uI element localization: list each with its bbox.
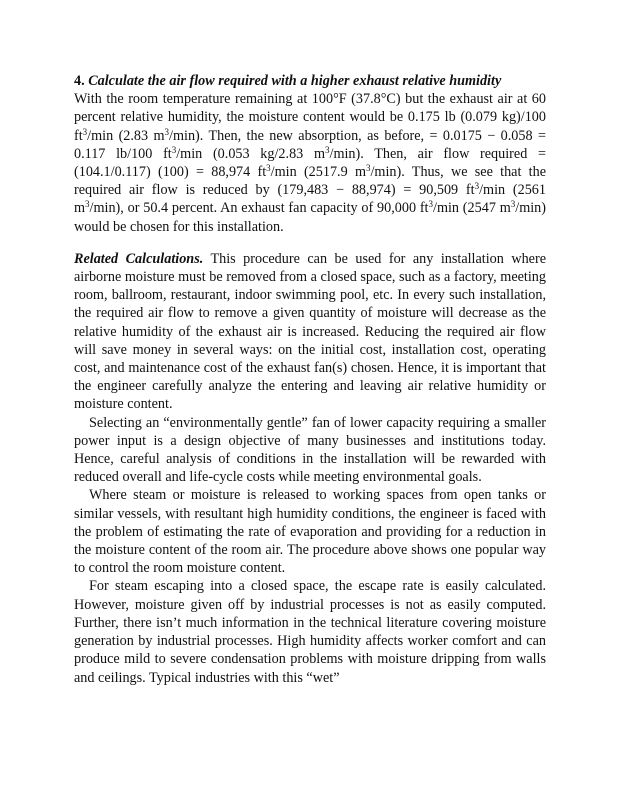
related-first-paragraph xyxy=(74,250,546,414)
body-text: /min (2517.9 m xyxy=(270,164,366,181)
body-text: /min) would be chosen for this installation. xyxy=(74,200,546,235)
related-calculations-section xyxy=(74,250,546,687)
related-calculations-heading: Related Calculations. xyxy=(74,250,204,267)
unit-exponent: 3 xyxy=(365,163,371,174)
step-4-section xyxy=(74,72,546,236)
body-text: /min (0.053 kg/2.83 m xyxy=(176,145,326,162)
step-title: Calculate the air flow required with a higher exhaust relative humidity xyxy=(88,73,502,89)
body-text: /min). Then, the new absorption, as before, = 0.0175 − 0.058 = 0.117 lb/100 ft xyxy=(74,127,546,162)
body-text: With the room temperature remaining at 100°F (37.8°C) but the exhaust air at 60 percent relative humidity, the moisture content would be 0.175 lb (0.079 kg)/100 ft xyxy=(74,91,546,144)
related-paragraph: Selecting an “environmentally gentle” fan of lower capacity requiring a smaller power input is a design objective of many businesses and institutions today. Hence, careful analysis of conditions in the installation will be rewarded with reduced overall and life-cycle costs while meeting environmental goals. xyxy=(74,414,546,486)
body-text: /min (2561 m xyxy=(74,182,546,217)
related-paragraph: Where steam or moisture is released to working spaces from open tanks or similar vessels, with resultant high humidity conditions, the engineer is faced with the problem of estimating the rate of evaporation and providing for a reduction in the moisture content of the room air. The procedure above shows one popular way to control the room moisture content. xyxy=(74,487,546,577)
related-first-text: This procedure can be used for any installation where airborne moisture must be removed from a closed space, such as a factory, meeting room, ballroom, restaurant, indoor swimming pool, etc. In every such installation, the required air flow to remove a given quantity of moisture will decrease as the relative humidity of the exhaust air is increased. Reducing the required air flow will save money in several ways: on the initial cost, installation cost, operating cost, and maintenance cost of the exhaust fan(s) chosen. Hence, it is important that the engineer carefully analyze the entering and leaving air relative humidity or moisture content. xyxy=(74,250,546,413)
body-text: /min). Thus, we see that the required air flow is reduced by (179,483 − 88,974) = 90,509 ft xyxy=(74,164,546,199)
body-text: /min), or 50.4 percent. An exhaust fan capacity of 90,000 ft xyxy=(89,200,429,217)
unit-exponent: 3 xyxy=(428,199,433,210)
related-paragraph: For steam escaping into a closed space, the escape rate is easily calculated. However, moisture given off by industrial processes is not as easily computed. Further, there isn’t much information in the technical literature covering moisture generation by industrial processes. High humidity affects worker comfort and can produce mild to severe condensation problems with moisture dripping from walls and ceilings. Typical industries with this “wet” xyxy=(74,578,546,686)
unit-exponent: 3 xyxy=(82,126,88,137)
document-page xyxy=(74,72,546,701)
unit-exponent: 3 xyxy=(474,181,480,192)
unit-exponent: 3 xyxy=(164,126,170,137)
unit-exponent: 3 xyxy=(85,199,90,210)
body-text: /min). Then, air flow required = (104.1/0.117) (100) = 88,974 ft xyxy=(74,145,547,181)
unit-exponent: 3 xyxy=(510,199,516,210)
unit-exponent: 3 xyxy=(171,144,177,155)
step-4-paragraph xyxy=(74,72,546,236)
step-4-body xyxy=(74,91,546,234)
step-number: 4. xyxy=(74,73,85,89)
unit-exponent: 3 xyxy=(325,144,330,155)
body-text: /min (2547 m xyxy=(433,200,511,217)
unit-exponent: 3 xyxy=(266,163,271,174)
body-text: /min (2.83 m xyxy=(87,127,165,144)
